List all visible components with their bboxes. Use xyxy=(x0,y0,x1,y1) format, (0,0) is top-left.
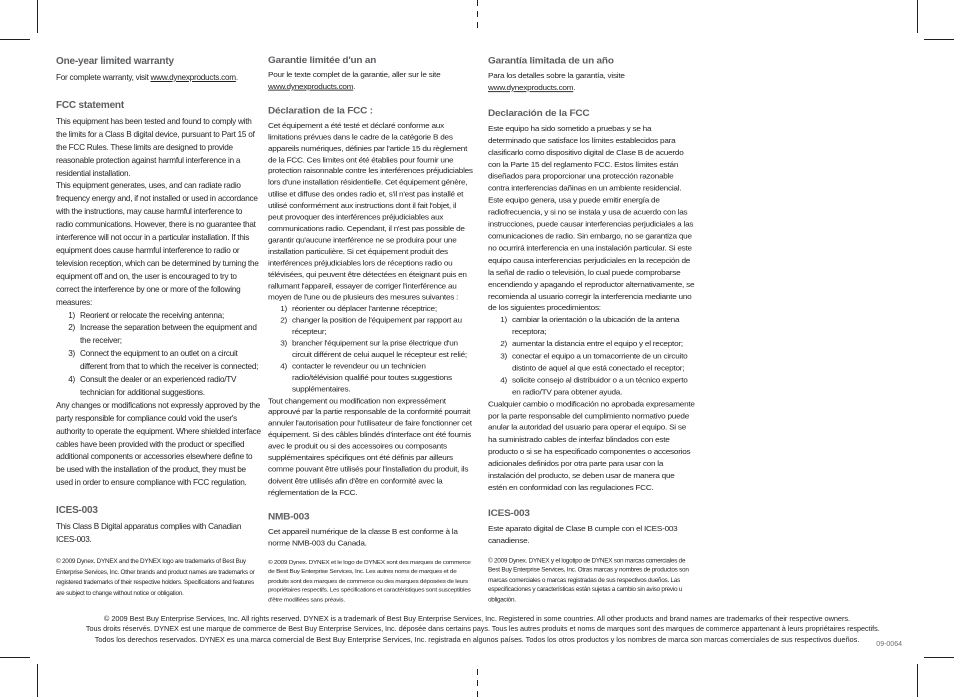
list-item xyxy=(56,348,261,374)
fold-mark xyxy=(477,11,478,17)
warranty-text-end: . xyxy=(573,83,576,93)
list-item xyxy=(488,339,695,351)
fcc-paragraph-3: Any changes or modifications not expressly approved by the party responsible for compliance could void the user's authority to operate the equipment. Where shielded interface cables have been provided with the product or specified additional components or accessories elsewhere define to be used with the installation of the product, they must be used in order to ensure compliance with FCC regulation. xyxy=(56,400,261,488)
list-item-number: 4) xyxy=(280,362,287,371)
fold-mark xyxy=(477,0,478,6)
measures-list xyxy=(488,315,695,399)
list-item-text: brancher l'équipement sur la prise électrique d'un circuit différent de celui auquel le récepteur est relié; xyxy=(292,339,467,359)
footer-line-english: © 2009 Best Buy Enterprise Services, Inc. All rights reserved. DYNEX is a trademark of Best Buy Enterprise Services, Inc. Registered in some countries. All other products and brand names are trademarks of their respective owners. xyxy=(103,614,851,623)
warranty-text-label: Para los detalles sobre la garantía, visite xyxy=(488,71,625,81)
list-item-text: changer la position de l'équipement par rapport au récepteur; xyxy=(292,316,462,336)
list-item-text: Consult the dealer or an experienced radio/TV technician for additional suggestions. xyxy=(80,375,237,397)
ices-text: Este aparato digital de Clase B cumple con el ICES-003 canadiense. xyxy=(488,524,678,545)
warranty-heading: Garantie limitée d'un an xyxy=(268,55,377,66)
list-item-number: 1) xyxy=(500,315,507,325)
fcc-heading: FCC statement xyxy=(56,99,124,111)
footer-line-french: Tous droits réservés. DYNEX est une marque de commerce de Best Buy Enterprise Services, Inc. déposée dans certains pays. Tous les autres produits et noms de marques sont des marques de commerce appartenant à leurs propriétaires respectifs. xyxy=(85,624,880,634)
crop-mark xyxy=(917,664,918,697)
list-item-text: Increase the separation between the equipment and the receiver; xyxy=(80,323,257,346)
list-item xyxy=(56,322,261,348)
list-item-number: 2) xyxy=(500,339,507,349)
spanish-column xyxy=(488,55,695,605)
list-item xyxy=(268,361,473,395)
list-item-text: aumentar la distancia entre el equipo y el receptor; xyxy=(512,339,683,349)
list-item-number: 1) xyxy=(280,304,287,313)
list-item-text: réorienter ou déplacer l'antenne réceptrice; xyxy=(292,304,437,313)
copyright-note: © 2009 Dynex. DYNEX et le logo de DYNEX sont des marques de commerce de Best Buy Enterprise Services, Inc. Les autres noms de marques et de produits sont des marques de commerce ou des marques déposées de leurs propriétaires respectifs. Les spécifications et caractéristiques sont susceptibles d'être modifiées sans préavis. xyxy=(268,559,471,603)
list-item xyxy=(268,316,473,339)
fold-mark xyxy=(477,680,478,686)
warranty-link[interactable]: www.dynexproducts.com xyxy=(150,73,236,82)
list-item xyxy=(268,338,473,361)
crop-mark xyxy=(37,664,38,697)
list-item-text: conectar el equipo a un tomacorriente de un circuito distinto de aquel al que está conectado el receptor; xyxy=(512,351,688,373)
fold-mark xyxy=(477,669,478,675)
crop-mark xyxy=(0,39,30,40)
warranty-link[interactable]: www.dynexproducts.com xyxy=(268,82,354,91)
warranty-heading: One-year limited warranty xyxy=(56,56,174,67)
ices-text: Cet appareil numérique de la classe B est conforme à la norme NMB-003 du Canada. xyxy=(268,527,458,547)
warranty-text xyxy=(56,72,261,85)
ices-heading: NMB-003 xyxy=(268,512,310,523)
list-item-number: 1) xyxy=(68,310,75,320)
fcc-paragraph-1: This equipment has been tested and found to comply with the limits for a Class B digital device, pursuant to Part 15 of the FCC Rules. These limits are designed to provide reasonable protection against harmful interference in a residential installation. xyxy=(56,116,255,178)
measures-list xyxy=(56,310,261,400)
warranty-text xyxy=(268,70,473,93)
ices-heading: ICES-003 xyxy=(56,505,98,517)
list-item-text: solicite consejo al distribuidor o a un técnico experto en radio/TV para obtener ayuda. xyxy=(512,375,688,397)
fold-mark xyxy=(477,22,478,28)
warranty-heading: Garantía limitada de un año xyxy=(488,55,614,67)
fcc-paragraph-2: This equipment generates, uses, and can radiate radio frequency energy and, if not installed or used in accordance with the instructions, may cause harmful interference to radio communications. However, there is no guarantee that interference will not occur in a particular installation. If this equipment does cause harmful interference to radio or television reception, which can be determined by turning the equipment off and on, the user is encouraged to try to correct the interference by one or more of the following measures: xyxy=(56,181,259,307)
list-item-text: cambiar la orientación o la ubicación de la antena receptora; xyxy=(512,315,680,337)
list-item-text: Reorient or relocate the receiving antenna; xyxy=(80,310,224,320)
fcc-paragraph-3: Tout changement ou modification non expressément approuvé par la partie responsable de la conformité pourrait annuler l'autorisation pour l'utilisateur de faire fonctionner cet équipement. Si des câbles blindés d'interface ont été fournis avec le produit ou si des accessoires ou composants supplémentaires spécifiques ont été définis par ailleurs comme pouvant être utilisés pour l'installation du produit, ils doivent être utilisés afin d'être en conformité avec la réglementation de la FCC. xyxy=(268,396,472,497)
crop-mark xyxy=(924,657,954,658)
crop-mark xyxy=(0,657,30,658)
ices-text: This Class B Digital apparatus complies with Canadian ICES-003. xyxy=(56,522,242,545)
list-item xyxy=(488,315,695,339)
fold-mark xyxy=(477,691,478,697)
copyright-note: © 2009 Dynex. DYNEX and the DYNEX logo are trademarks of Best Buy Enterprise Services, Inc. Other brands and product names are trademarks or registered trademarks of their respective holders. Specifications and features are subject to change without notice or obligation. xyxy=(56,558,255,597)
list-item-text: Connect the equipment to an outlet on a circuit different from that to which the receiver is connected; xyxy=(80,349,259,372)
list-item-number: 2) xyxy=(68,323,75,333)
footer-legal-text xyxy=(80,614,880,645)
list-item xyxy=(488,375,695,399)
crop-mark xyxy=(924,39,954,40)
warranty-text xyxy=(488,71,695,95)
list-item-number: 4) xyxy=(68,375,75,385)
list-item xyxy=(488,351,695,375)
ices-heading: ICES-003 xyxy=(488,508,530,519)
copyright-note: © 2009 Dynex. DYNEX y el logotipo de DYNEX son marcas comerciales de Best Buy Enterprise Services, Inc. Otras marcas y nombres de productos son marcas comerciales o marcas registradas de sus respectivos dueños. Las especificaciones y características están sujetas a cambio sin aviso previo u obligación. xyxy=(488,557,689,603)
document-code: 09-0064 xyxy=(876,641,902,648)
list-item xyxy=(268,304,473,315)
list-item-number: 3) xyxy=(500,351,507,361)
list-item-number: 4) xyxy=(500,375,507,385)
fcc-paragraph-3: Cualquier cambio o modificación no aprobada expresamente por la parte responsable del cumplimiento normativo puede anular la autoridad del usuario para operar el equipo. Si se ha suministrado cables de interfaz blindados con este producto o si se ha especificado componentes o accesorios adicionales definidos por otra parte para usar con la instalación del producto, se deben usar de manera que estén en conformidad con las regulaciones FCC. xyxy=(488,399,695,492)
crop-mark xyxy=(917,0,918,33)
list-item xyxy=(56,310,261,323)
fcc-heading: Déclaration de la FCC : xyxy=(268,106,373,117)
english-column xyxy=(56,55,261,599)
list-item-number: 3) xyxy=(68,349,75,359)
warranty-text-end: . xyxy=(353,82,356,91)
fcc-paragraph-1: Este equipo ha sido sometido a pruebas y se ha determinado que satisface los límites establecidos para clasificarlo como dispositivo digital de Clase B de acuerdo con la Parte 15 del reglamento FCC. Estos límites están diseñados para proporcionar una protección razonable contra interferencias dañinas en un ambiente residencial. xyxy=(488,124,684,193)
fcc-paragraph-1: Cet équipement a été testé et déclaré conforme aux limitations prévues dans le cadre de la catégorie B des appareils numériques, définies par l'article 15 du règlement de la FCC. Ces limites ont été établies pour fournir une protection raisonnable contre les interférences préjudiciables lors d'une installation résidentielle. Cet équipement génère, utilise et diffuse des ondes radio et, s'il n'est pas installé et utilisé conformément aux instructions dont il fait l'objet, il peut provoquer des interférences préjudiciables aux communications radio. Cependant, il n'est pas possible de garantir qu'aucune interférence ne se produira pour une installation particulière. Si cet équipement produit des interférences préjudiciables lors de réceptions radio ou télévisées, qui peuvent être détectées en éteignant puis en rallumant l'appareil, essayer de corriger l'interférence au moyen de l'une ou de plusieurs des mesures suivantes : xyxy=(268,121,473,302)
list-item xyxy=(56,374,261,400)
list-item-number: 2) xyxy=(280,316,287,325)
warranty-text-label: For complete warranty, visit xyxy=(56,73,151,82)
warranty-link[interactable]: www.dynexproducts.com xyxy=(488,83,574,93)
list-item-number: 3) xyxy=(280,339,287,348)
warranty-text-end: . xyxy=(235,73,238,82)
list-item-text: contacter le revendeur ou un technicien radio/télévision qualifié pour toutes suggestions supplémentaires. xyxy=(292,362,452,394)
crop-mark xyxy=(37,0,38,33)
warranty-text-label: Pour le texte complet de la garantie, aller sur le site xyxy=(268,70,441,79)
fcc-paragraph-2: Este equipo genera, usa y puede emitir energía de radiofrecuencia, y si no se instala y usa de acuerdo con las instrucciones, puede causar interferencias perjudiciales a las comunicaciones de radio. Sin embargo, no se garantiza que no ocurrirá interferencia en una instalación particular. Si este equipo causa interferencias perjudiciales en la recepción de la señal de radio o televisión, lo cual puede comprobarse encendiendo y apagando el reproductor alternativamente, se recomienda al usuario corregir la interferencia mediante uno de los siguientes procedimientos: xyxy=(488,196,695,313)
french-column xyxy=(268,55,473,605)
measures-list xyxy=(268,304,473,396)
fcc-heading: Declaración de la FCC xyxy=(488,108,590,119)
footer-line-spanish: Todos los derechos reservados. DYNEX es una marca comercial de Best Buy Enterprise Services, Inc. registrada en algunos países. Todos los otros productos y los nombres de marca son marcas comerciales de sus respectivos dueños. xyxy=(94,634,860,644)
